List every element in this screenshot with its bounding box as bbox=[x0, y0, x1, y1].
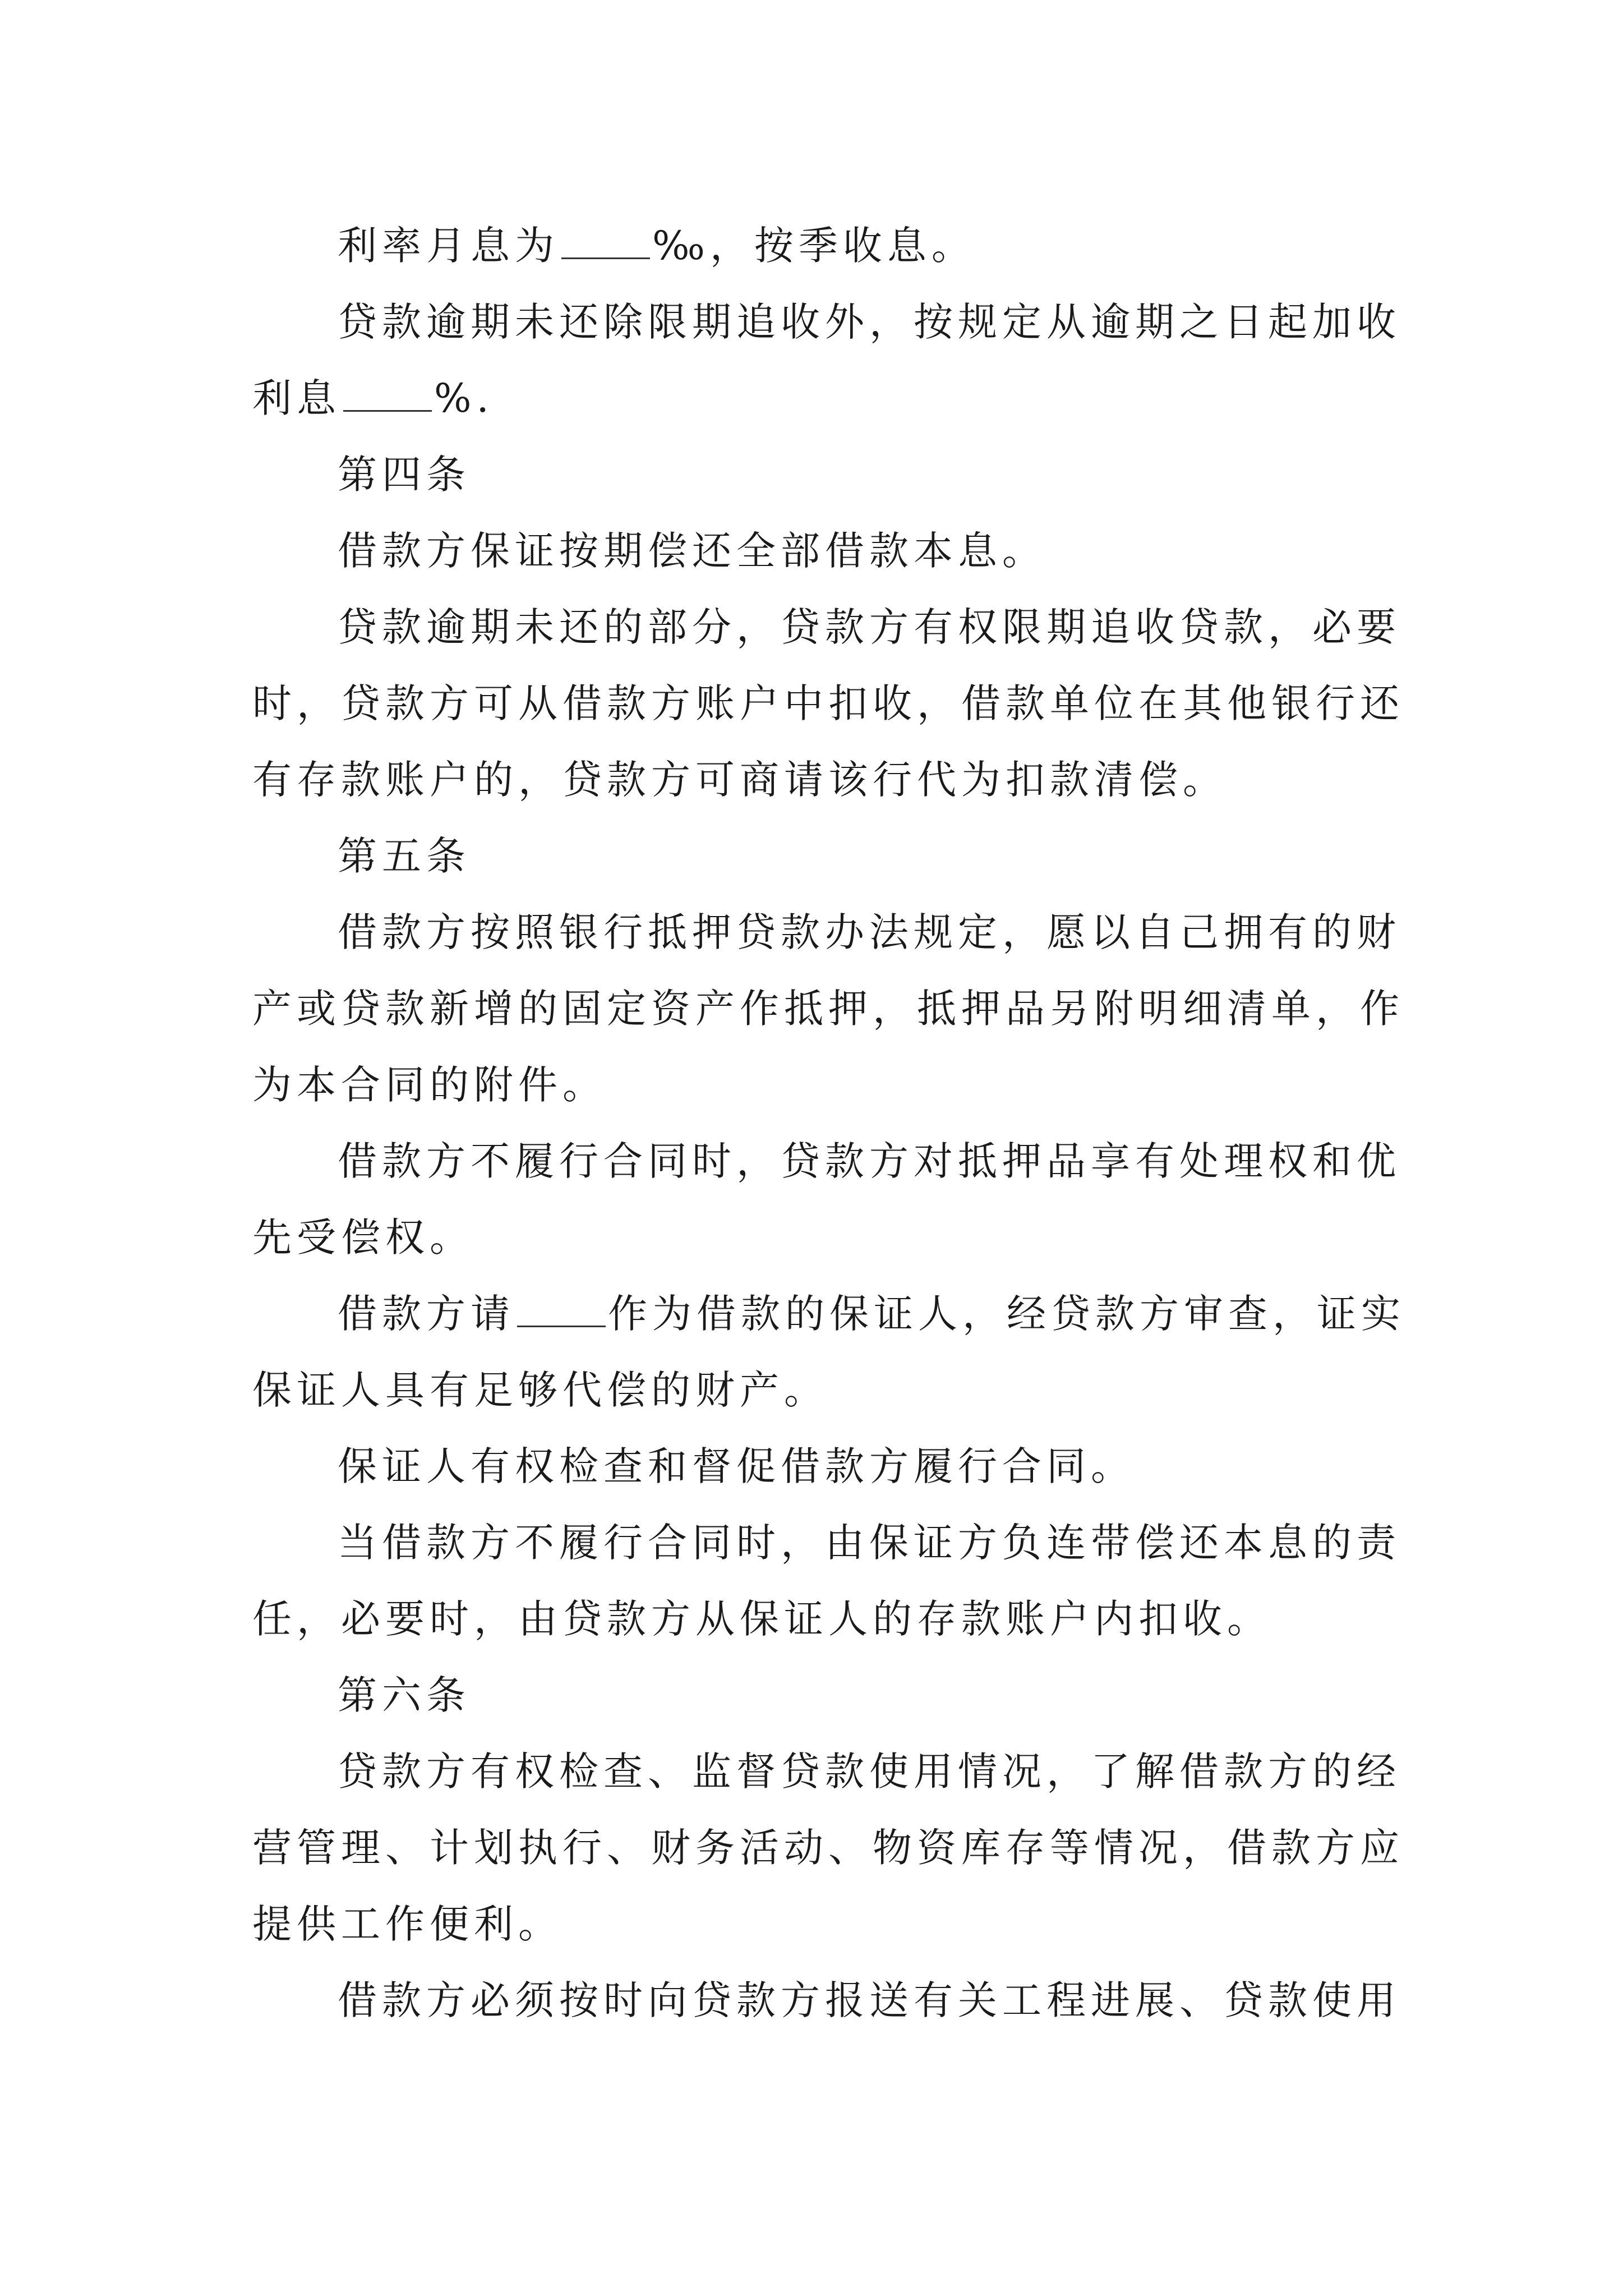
paragraph-line: 保证人具有足够代偿的财产。 bbox=[252, 1367, 828, 1413]
article-heading: 第四条 bbox=[338, 452, 471, 498]
paragraph-line: 保证人有权检查和督促借款方履行合同。 bbox=[338, 1443, 1135, 1489]
paragraph-line: 借款方保证按期偿还全部借款本息。 bbox=[338, 528, 1046, 574]
paragraph-line: 贷款逾期未还除限期追收外，按规定从逾期之日起加收 bbox=[338, 299, 1401, 345]
paragraph-line: 先受偿权。 bbox=[252, 1214, 474, 1260]
paragraph-line: 借款方按照银行抵押贷款办法规定，愿以自己拥有的财 bbox=[338, 909, 1401, 955]
paragraph-line: 借款方请 作为借款的保证人，经贷款方审查，证实 bbox=[338, 1291, 1405, 1337]
paragraph-line: 为本合同的附件。 bbox=[252, 1062, 607, 1108]
document-page bbox=[252, 208, 1405, 2039]
paragraph-line: 当借款方不履行合同时，由保证方负连带偿还本息的责 bbox=[338, 1520, 1401, 1566]
fill-blank[interactable] bbox=[561, 224, 650, 259]
article-heading: 第六条 bbox=[338, 1672, 471, 1718]
paragraph-line: 贷款逾期未还的部分，贷款方有权限期追收贷款，必要 bbox=[338, 604, 1401, 650]
paragraph-line: 营管理、计划执行、财务活动、物资库存等情况，借款方应 bbox=[252, 1825, 1404, 1871]
paragraph-line: 有存款账户的，贷款方可商请该行代为扣款清偿。 bbox=[252, 757, 1227, 803]
fill-blank[interactable] bbox=[517, 1292, 606, 1327]
line-interest-rate: 利率月息为 ‰，按季收息。 bbox=[338, 223, 976, 269]
paragraph-line: 提供工作便利。 bbox=[252, 1901, 562, 1947]
paragraph-line: 贷款方有权检查、监督贷款使用情况，了解借款方的经 bbox=[338, 1749, 1401, 1795]
paragraph-line: 利息 %. bbox=[252, 375, 494, 421]
article-heading: 第五条 bbox=[338, 833, 471, 879]
paragraph-line: 任，必要时，由贷款方从保证人的存款账户内扣收。 bbox=[252, 1596, 1271, 1642]
paragraph-line: 产或贷款新增的固定资产作抵押，抵押品另附明细清单，作 bbox=[252, 986, 1404, 1032]
paragraph-line: 借款方不履行合同时，贷款方对抵押品享有处理权和优 bbox=[338, 1138, 1401, 1184]
paragraph-line: 时，贷款方可从借款方账户中扣收，借款单位在其他银行还 bbox=[252, 680, 1404, 726]
fill-blank[interactable] bbox=[343, 376, 432, 412]
paragraph-line: 借款方必须按时向贷款方报送有关工程进展、贷款使用 bbox=[338, 1977, 1401, 2023]
